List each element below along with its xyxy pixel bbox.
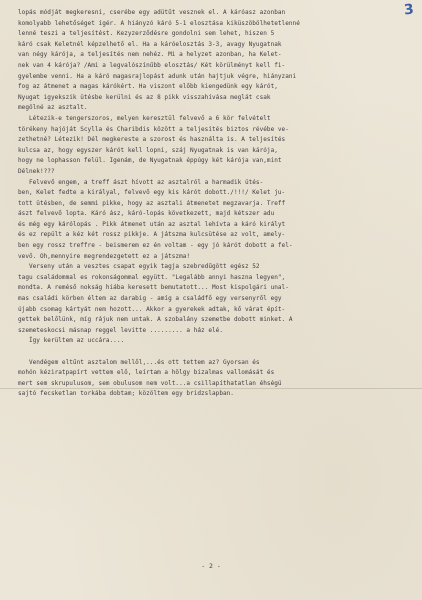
text-line: mondta. A reméső nokság hiába keresett bemutatott... Most kispolgári unal-	[18, 284, 289, 292]
text-line: Vendégem eltűnt asztalom mellől,...és ott tettem az? Gyorsan és	[18, 358, 260, 366]
text-line: Létezik-e tengerszoros, melyen keresztül felvevő a 6 kör felvételt	[18, 114, 271, 122]
text-line: mohón kéziratpapírt vettem elő, leírtam a hölgy bizalmas vallomását és	[18, 369, 275, 377]
text-line: vevő. Oh,mennyire megrendezgetett ez a játszma!	[18, 252, 191, 260]
text-line: káró csak Keletnél képzelhető el. Ha a káróelosztás 3-3, avagy Nyugatnak	[18, 40, 282, 48]
text-line: tagu családommal es rokonságommal együtt. "Legalább annyi haszna legyen",	[18, 273, 286, 281]
text-line: gyelembe venni. Ha a káró magasrajlopást adunk után hajtjuk végre, hiányzani	[18, 72, 297, 80]
text-line: mas családi körben éltem az darabig - amíg a családfő egy versenyről egy	[18, 295, 282, 303]
text-line	[18, 347, 418, 358]
text-line: Nyugat igyekszik ütésbe kerülni és az 8 pikk visszahívása meglát csak	[18, 93, 271, 101]
text-line: ben egy rossz treffre - beismerem ez én voltam - egy jó kárót dobott a fel-	[18, 242, 293, 250]
typed-text-body	[18, 8, 418, 400]
page-footer-number: - 2 -	[201, 562, 221, 570]
text-line: sajtó fecsketlan torkába dobtam; közöltem egy bridzslapban.	[18, 390, 234, 398]
text-line: Felvevő engem, a treff ászt hívott az asztalról a harmadik ütés-	[18, 178, 264, 186]
text-line: nek van 4 kárója? /Ami a legvalószínűbb elosztás/ Két körülményt kell fi-	[18, 61, 286, 69]
text-line: szemeteskocsi másnap reggel levitte ......... a ház elé.	[18, 326, 223, 334]
text-line: lopás módját megkeresni, cserébe egy adütűt vesznek el. A káróasz azonban	[18, 9, 286, 16]
text-line: újabb csomag kártyát nem hozott... Akkor a gyerekek adtak, kő várat épít-	[18, 305, 286, 313]
text-line: ben, Kelet fedte a királyal, felvevő egy kis kárót dobott./!!!/ Kelet ju-	[18, 189, 286, 197]
text-line: és ez repült a kéz két rossz pikkje. A játszma kulcsütése az volt, amely-	[18, 231, 286, 239]
text-line: gettek belőlünk, míg rájuk nem untak. A szobalány szemetbe dobott minket. A	[18, 316, 293, 324]
text-line: lenné teszi a teljesítést. Kezyzerződésre gondolni sem lehet, hiszen 5	[18, 30, 275, 38]
text-line: Verseny után a vesztes csapat egyik tagja szebredűgött egész 52	[18, 263, 260, 271]
text-line: hogy ne lophasson felül. Igenám, de Nyugatnak éppúgy két kárója van,mint	[18, 157, 282, 165]
text-line: tott ütésben, de semmi pikke, hogy az asztali átmenetet megzavarja. Treff	[18, 199, 286, 207]
text-line: ászt felvevő lopta. Káró ász, káró-lopás következett, majd kétszer adu	[18, 210, 275, 218]
text-line: törékeny hajóját Scylla és Charibdis között a teljesítés biztos révébe ve-	[18, 125, 289, 133]
text-line: Így kerültem az uccára....	[18, 337, 125, 345]
text-line: van négy kárója, a teljesítés nem nehéz. Mi a helyzet azonban, ha Kelet-	[18, 51, 282, 59]
text-line: Délnek!???	[18, 167, 55, 175]
text-line: zethetné? Létezik! Dél megkereste a szorost és használta is. A teljesítés	[18, 136, 286, 144]
page-number-mark: 3	[403, 1, 415, 19]
text-line: komolyabb lehetőséget ígér. A hiányzó káró 5-1 elosztása kiküszöbölhetetlenné	[18, 19, 300, 27]
text-line: kulcsa az, hogy egyszer kárót kell lopni, száj Nyugatnak is van kárója,	[18, 146, 278, 154]
text-line: fog az átmenet a magas kárókért. Ha viszont előbb kiengedünk egy kárót,	[18, 83, 278, 91]
text-line: mert sem skrupulusom, sem obulusom nem volt...a csillapíthatatlan éhségü	[18, 379, 282, 387]
text-line: megölné az asztalt.	[18, 104, 88, 112]
text-line: és még egy kárólopás . Pikk átmenet után az asztal lehívta a káró királyt	[18, 220, 286, 228]
